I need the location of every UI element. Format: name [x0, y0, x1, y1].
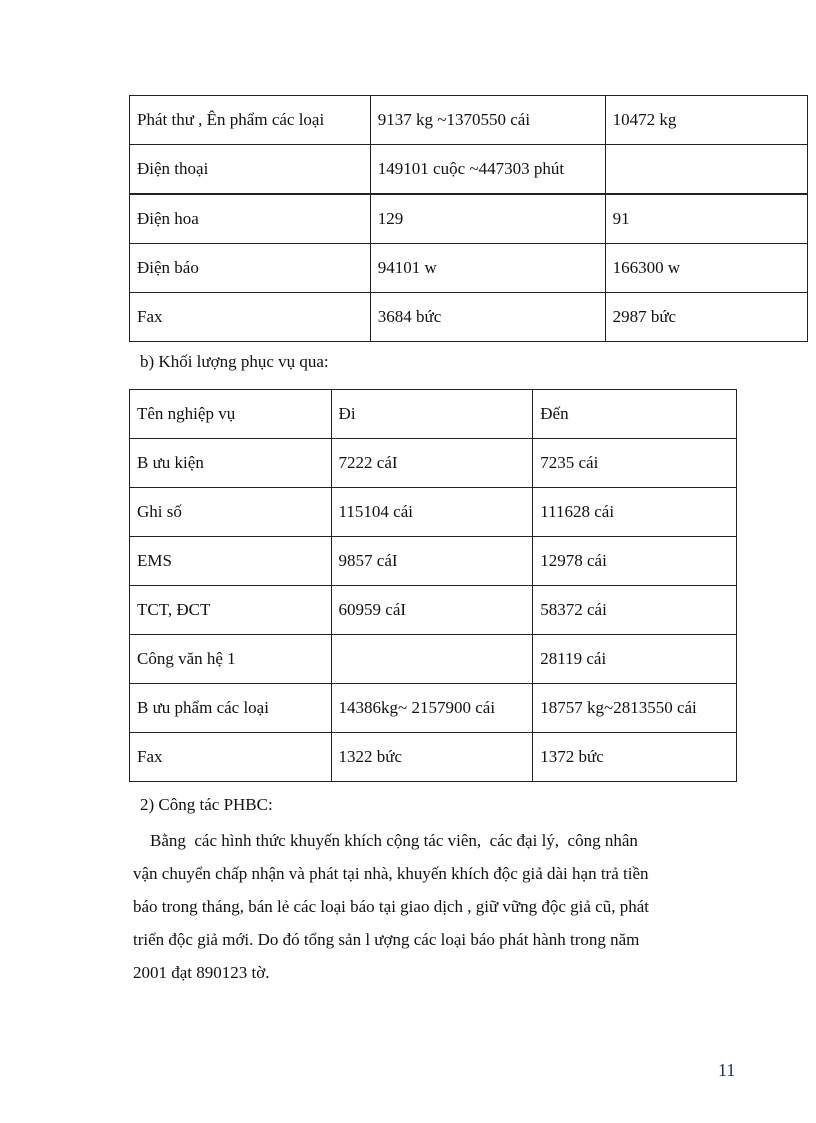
- column-header: Đi: [331, 390, 533, 439]
- table-cell: [331, 635, 533, 684]
- table-row: [130, 293, 808, 342]
- table-cell: 7222 cáI: [331, 439, 533, 488]
- services-table-bottom: [129, 389, 737, 782]
- section-b-heading: b) Khối lượng phục vụ qua:: [140, 352, 329, 371]
- page-number: 11: [718, 1060, 736, 1080]
- paragraph-line: Bằng các hình thức khuyến khích cộng tác viên, các đại lý, công nhân: [133, 831, 638, 850]
- table-cell: 94101 w: [370, 244, 605, 293]
- table-cell: 18757 kg~2813550 cái: [533, 684, 737, 733]
- table-row: [130, 733, 737, 782]
- table-cell: Điện hoa: [130, 194, 371, 244]
- table-row: [130, 145, 808, 195]
- table-cell: Công văn hệ 1: [130, 635, 332, 684]
- table-row: [130, 244, 808, 293]
- table-cell: TCT, ĐCT: [130, 586, 332, 635]
- table-cell: 58372 cái: [533, 586, 737, 635]
- table-cell: EMS: [130, 537, 332, 586]
- table-cell: [605, 145, 807, 195]
- table-row: [130, 439, 737, 488]
- table-cell: 14386kg~ 2157900 cái: [331, 684, 533, 733]
- table-cell: 7235 cái: [533, 439, 737, 488]
- table-cell: Điện thoại: [130, 145, 371, 195]
- paragraph-line: 2001 đạt 890123 tờ.: [133, 963, 270, 982]
- table-row: [130, 96, 808, 145]
- table-cell: 129: [370, 194, 605, 244]
- table-header-row: [130, 390, 737, 439]
- table-row: [130, 194, 808, 244]
- paragraph-line: triển độc giả mới. Do đó tổng sản l ượng các loại báo phát hành trong năm: [133, 930, 640, 949]
- table-cell: 1322 bức: [331, 733, 533, 782]
- table-cell: 9137 kg ~1370550 cái: [370, 96, 605, 145]
- table-cell: 28119 cái: [533, 635, 737, 684]
- section-2-heading: 2) Công tác PHBC:: [140, 795, 273, 814]
- table-row: [130, 684, 737, 733]
- column-header: Tên nghiệp vụ: [130, 390, 332, 439]
- table-cell: 1372 bức: [533, 733, 737, 782]
- table-cell: 166300 w: [605, 244, 807, 293]
- table-cell: 10472 kg: [605, 96, 807, 145]
- table-cell: 3684 bức: [370, 293, 605, 342]
- table-row: [130, 586, 737, 635]
- table-cell: 60959 cáI: [331, 586, 533, 635]
- table-cell: Fax: [130, 733, 332, 782]
- column-header: Đến: [533, 390, 737, 439]
- table-row: [130, 537, 737, 586]
- paragraph-line: vận chuyển chấp nhận và phát tại nhà, khuyến khích độc giả dài hạn trả tiền: [133, 864, 649, 883]
- table-cell: 2987 bức: [605, 293, 807, 342]
- table-cell: 115104 cái: [331, 488, 533, 537]
- table-cell: Phát thư , Ên phẩm các loại: [130, 96, 371, 145]
- table-cell: 12978 cái: [533, 537, 737, 586]
- table-cell: 111628 cái: [533, 488, 737, 537]
- table-cell: Điện báo: [130, 244, 371, 293]
- table-cell: B ưu kiện: [130, 439, 332, 488]
- table-cell: 91: [605, 194, 807, 244]
- table-cell: 9857 cáI: [331, 537, 533, 586]
- table-cell: B ưu phẩm các loại: [130, 684, 332, 733]
- paragraph-line: báo trong tháng, bán lẻ các loại báo tại giao dịch , giữ vững độc giả cũ, phát: [133, 897, 649, 916]
- table-cell: Fax: [130, 293, 371, 342]
- table-row: [130, 488, 737, 537]
- services-table-top: [129, 95, 808, 342]
- table-row: [130, 635, 737, 684]
- table-cell: Ghi số: [130, 488, 332, 537]
- table-cell: 149101 cuộc ~447303 phút: [370, 145, 605, 195]
